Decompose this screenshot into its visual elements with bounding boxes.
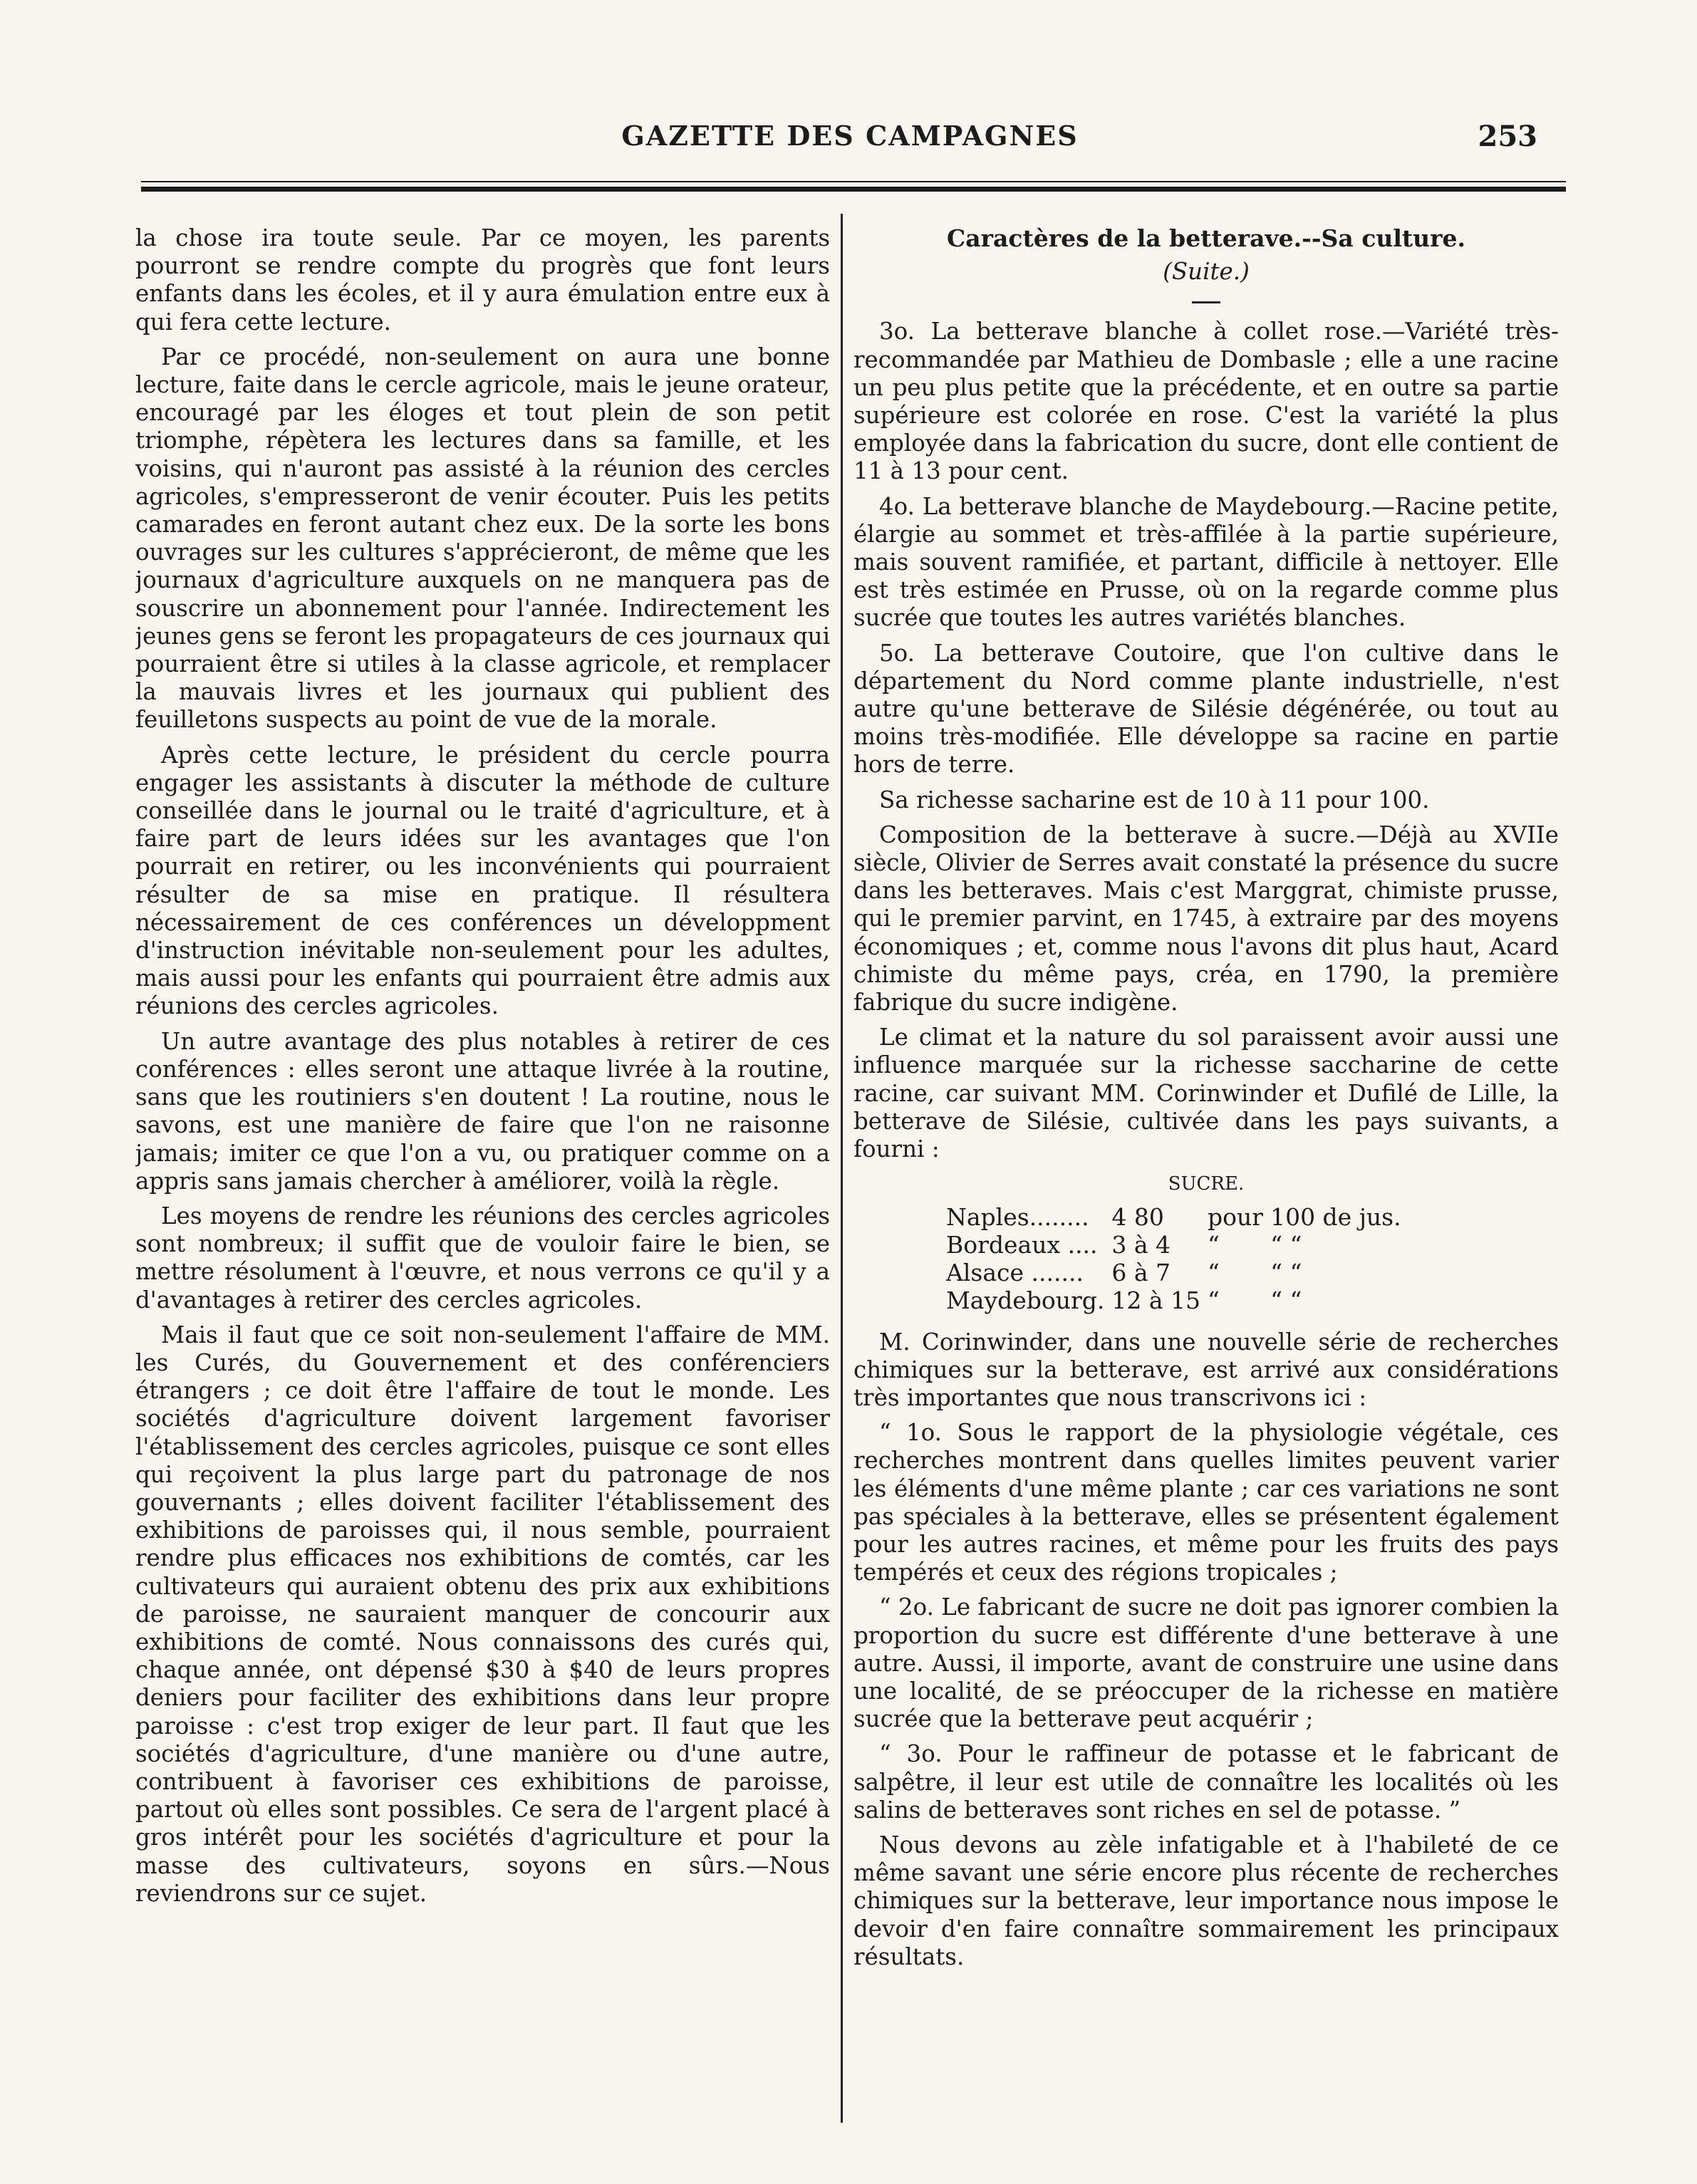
paragraph: Sa richesse sacharine est de 10 à 11 pour 100. bbox=[879, 786, 1430, 813]
table-cell: “ “ bbox=[1270, 1258, 1302, 1286]
table-cell: 12 à 15 bbox=[1111, 1286, 1201, 1314]
paragraph: 3o. La betterave blanche à collet rose.—Variété très-recommandée par Mathieu de Dombasle ; elle a une racine un peu plus petite que la précédente, et en outre sa partie supérieure est colorée en rose. C'est la variété la plus employée dans la fabrication du sucre, dont elle contient de 11 à 13 pour cent. bbox=[853, 318, 1559, 485]
paragraph: Les moyens de rendre les réunions des cercles agricoles sont nombreux; il suffit que de vouloir faire le bien, se mettre résolument à l'œuvre, et nous verrons ce qu'il y a d'avantages à retirer des cercles agricoles. bbox=[135, 1202, 830, 1314]
paragraph: la chose ira toute seule. Par ce moyen, les parents pourront se rendre compte du progrès que font leurs enfants dans les écoles, et il y aura émulation entre eux à qui fera cette lecture. bbox=[135, 224, 830, 336]
page-number: 253 bbox=[1478, 120, 1537, 153]
column-divider bbox=[841, 214, 843, 2123]
paragraph: “ 1o. Sous le rapport de la physiologie végétale, ces recherches montrent dans quelles limites peuvent varier les éléments d'une même plante ; car ces variations ne sont pas spéciales à la betterave, elles se présentent également pour les autres racines, et même pour les fruits des pays tempérés et ceux des régions tropicales ; bbox=[853, 1419, 1559, 1586]
paragraph: “ 2o. Le fabricant de sucre ne doit pas ignorer combien la proportion du sucre est différente d'une betterave à une autre. Aussi, il importe, avant de construire une usine dans une localité, de se préoccuper de la richesse en matière sucrée que la betterave peut acquérir ; bbox=[853, 1593, 1559, 1733]
left-column bbox=[135, 224, 830, 2105]
table-caption: SUCRE. bbox=[1168, 1173, 1245, 1195]
table-row bbox=[946, 1259, 1408, 1286]
paragraph: 4o. La betterave blanche de Maydebourg.—Racine petite, élargie au sommet et très-affilée à la partie supérieure, mais souvent ramifiée, et partant, difficile à nettoyer. Elle est très estimée en Prusse, où on la regarde comme plus sucrée que toutes les autres variétés blanches. bbox=[853, 492, 1559, 632]
table-cell: “ “ bbox=[1270, 1230, 1302, 1259]
paragraph: M. Corinwinder, dans une nouvelle série de recherches chimiques sur la betterave, est arrivé aux considérations très importantes que nous transcrivons ici : bbox=[853, 1328, 1559, 1411]
paragraph: Mais il faut que ce soit non-seulement l'affaire de MM. les Curés, du Gouvernement et des conférenciers étrangers ; ce doit être l'affaire de tout le monde. Les sociétés d'agriculture doivent largement favoriser l'établissement des cercles agricoles, puisque ce sont elles qui reçoivent la plus large part du patronage de nos gouvernants ; elles doivent faciliter l'établissement des exhibitions de paroisses qui, il nous semble, pourraient rendre plus efficaces nos exhibitions de comtés, car les cultivateurs qui auraient obtenu des prix aux exhibitions de paroisse, ne sauraient manquer de concourir aux exhibitions de comté. Nous connaissons des curés qui, chaque année, ont dépensé $30 à $40 de leurs propres deniers pour faciliter des exhibitions dans leur propre paroisse : c'est trop exiger de leur part. Il faut que les sociétés d'agriculture, d'une manière ou d'une autre, contribuent à favoriser ces exhibitions de paroisse, partout où elles sont possibles. Ce sera de l'argent placé à gros intérêt pour les sociétés d'agriculture et pour la masse des cultivateurs, soyons en sûrs.—Nous reviendrons sur ce sujet. bbox=[135, 1321, 830, 1907]
paragraph: “ 3o. Pour le raffineur de potasse et le fabricant de salpêtre, il leur est utile de connaître les localités où les salins de betteraves sont riches en sel de potasse. ” bbox=[853, 1740, 1559, 1824]
sugar-table bbox=[946, 1203, 1408, 1314]
table-cell: 4 80 bbox=[1111, 1202, 1164, 1231]
table-cell: Naples........ bbox=[946, 1202, 1089, 1231]
table-row bbox=[946, 1286, 1408, 1314]
article-heading: Caractères de la betterave.--Sa culture. bbox=[947, 224, 1465, 252]
table-cell: pour bbox=[1208, 1202, 1264, 1231]
paragraph: Par ce procédé, non-seulement on aura une bonne lecture, faite dans le cercle agricole, mais le jeune orateur, encouragé par les éloges et tout plein de son petit triomphe, répètera les lectures dans sa famille, et les voisins, qui n'auront pas assisté à la réunion des cercles agricoles, s'empresseront de venir écouter. Puis les petits camarades en feront autant chez eux. De la sorte les bons ouvrages sur les cultures s'apprécieront, de même que les journaux d'agriculture auxquels on ne manquera pas de souscrire un abonnement pour l'année. Indirectement les jeunes gens se feront les propagateurs de ces journaux qui pourraient être si utiles à la classe agricole, et remplacer la mauvais livres et les journaux qui publient des feuilletons suspects au point de vue de la morale. bbox=[135, 343, 830, 734]
running-title: GAZETTE DES CAMPAGNES bbox=[621, 120, 1079, 152]
table-cell: “ “ bbox=[1270, 1286, 1302, 1314]
table-cell: 6 à 7 bbox=[1111, 1258, 1171, 1286]
table-cell: Alsace ....... bbox=[946, 1258, 1084, 1286]
table-cell: 100 de jus. bbox=[1270, 1202, 1401, 1231]
paragraph: Nous devons au zèle infatigable et à l'habileté de ce même savant une série encore plus récente de recherches chimiques sur la betterave, leur importance nous impose le devoir d'en faire connaître sommairement les principaux résultats. bbox=[853, 1831, 1559, 1970]
table-cell: Bordeaux .... bbox=[946, 1230, 1098, 1259]
table-row bbox=[946, 1203, 1408, 1231]
article-continuation: (Suite.) bbox=[1163, 258, 1250, 286]
paragraph: Composition de la betterave à sucre.—Déjà au XVIIe siècle, Olivier de Serres avait constaté la présence du sucre dans les betteraves. Mais c'est Marggrat, chimiste prusse, qui le premier parvint, en 1745, à extraire par des moyens économiques ; et, comme nous l'avons dit plus haut, Acard chimiste du même pays, créa, en 1790, la première fabrique du sucre indigène. bbox=[853, 821, 1559, 1016]
right-column bbox=[853, 224, 1559, 2105]
table-cell: “ bbox=[1208, 1230, 1220, 1259]
header-rule-thin bbox=[141, 181, 1566, 182]
paragraph: 5o. La betterave Coutoire, que l'on cultive dans le département du Nord comme plante industrielle, n'est autre qu'une betterave de Silésie dégénérée, ou tout au moins très-modifiée. Elle développe sa racine en partie hors de terre. bbox=[853, 639, 1559, 779]
paragraph: Le climat et la nature du sol paraissent avoir aussi une influence marquée sur la richesse saccharine de cette racine, car suivant MM. Corinwinder et Dufilé de Lille, la betterave de Silésie, cultivée dans les pays suivants, a fourni : bbox=[853, 1024, 1559, 1163]
table-cell: “ bbox=[1208, 1286, 1220, 1314]
table-cell: Maydebourg. bbox=[946, 1286, 1105, 1314]
short-rule bbox=[1192, 301, 1220, 303]
table-cell: 3 à 4 bbox=[1111, 1230, 1171, 1259]
paragraph: Après cette lecture, le président du cercle pourra engager les assistants à discuter la méthode de culture conseillée dans le journal ou le traité d'agriculture, et à faire part de leurs idées sur les avantages que l'on pourrait en retirer, ou les inconvénients qui pourraient résulter de sa mise en pratique. Il résultera nécessairement de ces conférences un développment d'instruction inévitable non-seulement pour les adultes, mais aussi pour les enfants qui pourraient être admis aux réunions des cercles agricoles. bbox=[135, 741, 830, 1020]
paragraph: Un autre avantage des plus notables à retirer de ces conférences : elles seront une attaque livrée à la routine, sans que les routiniers s'en doutent ! La routine, nous le savons, est une manière de faire que l'on ne raisonne jamais; imiter ce que l'on a vu, ou pratiquer comme on a appris sans jamais chercher à améliorer, voilà la règle. bbox=[135, 1027, 830, 1195]
table-cell: “ bbox=[1208, 1258, 1220, 1286]
header-rule-thick bbox=[141, 187, 1566, 192]
table-row bbox=[946, 1231, 1408, 1259]
page-header bbox=[141, 120, 1559, 162]
